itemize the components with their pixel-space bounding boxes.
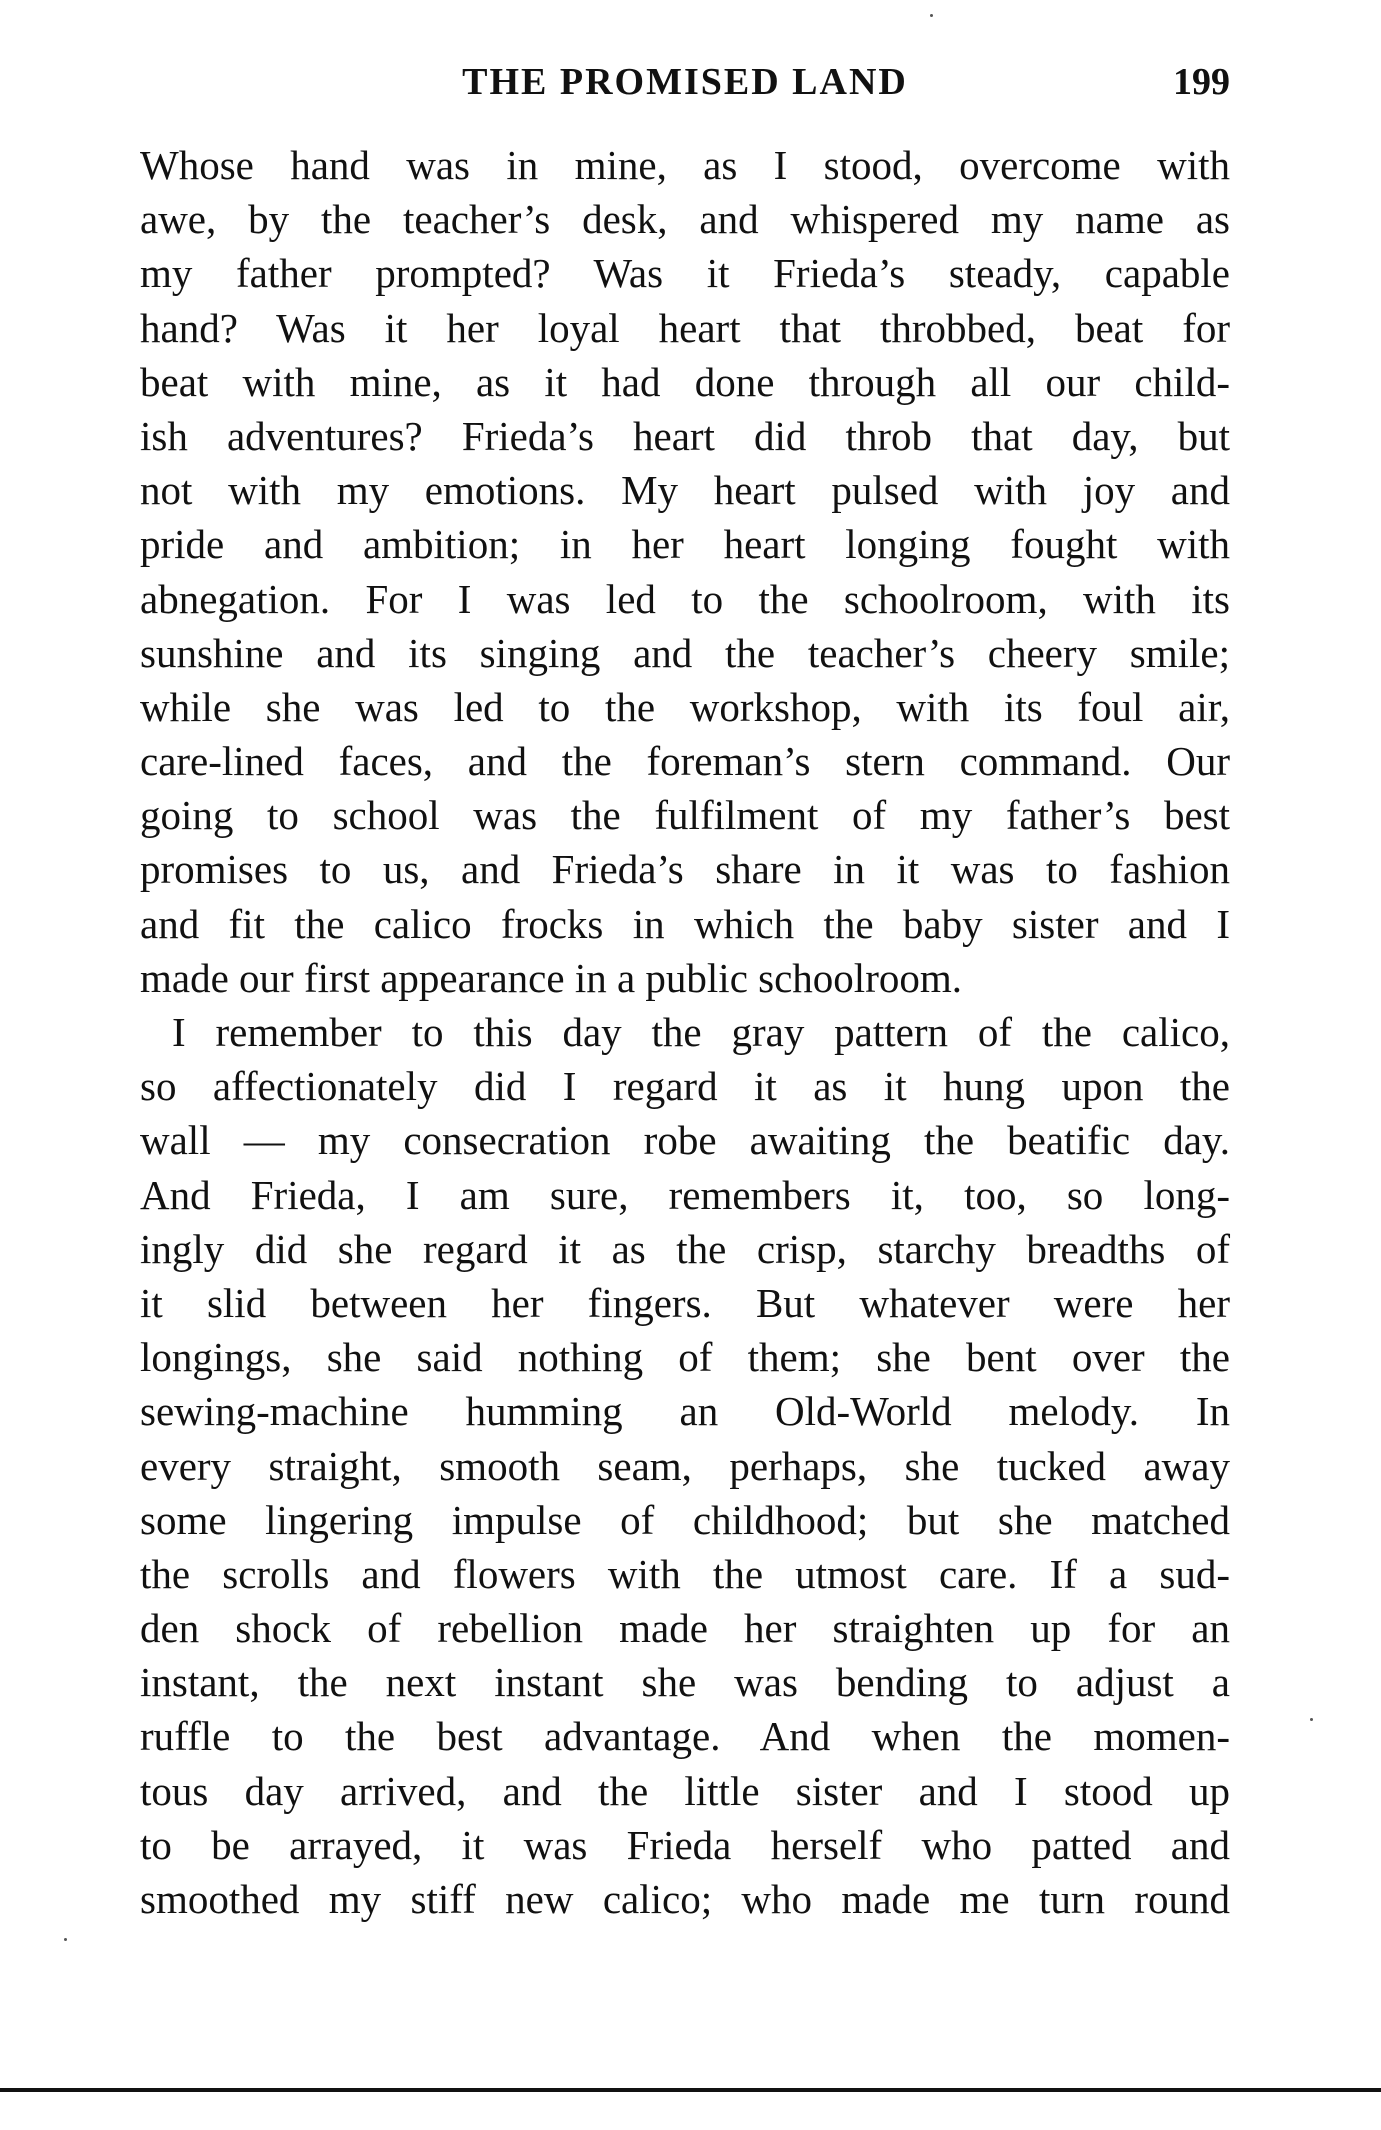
text-line: tous day arrived, and the little sister and I stood up xyxy=(140,1767,1230,1814)
text-line: And Frieda, I am sure, remembers it, too, so long- xyxy=(140,1171,1230,1218)
text-line: made our first appearance in a public schoolroom. xyxy=(140,954,962,1001)
text-line: and fit the calico frocks in which the baby sister and I xyxy=(140,900,1230,947)
text-line: promises to us, and Frieda’s share in it was to fashion xyxy=(140,846,1230,893)
bottom-edge-rule xyxy=(0,2088,1381,2092)
text-line: abnegation. For I was led to the schoolroom, with its xyxy=(140,575,1230,622)
text-line: den shock of rebellion made her straighten up for an xyxy=(140,1605,1230,1652)
text-line: smoothed my stiff new calico; who made me turn round xyxy=(140,1876,1230,1922)
page-number: 199 xyxy=(1173,61,1230,103)
scan-speck xyxy=(64,1938,67,1941)
text-line: ruffle to the best advantage. And when the momen- xyxy=(140,1713,1230,1760)
text-line: awe, by the teacher’s desk, and whispered my name as xyxy=(140,196,1230,243)
paragraph-1 xyxy=(140,138,1230,1005)
text-line: my father prompted? Was it Frieda’s steady, capable xyxy=(140,250,1230,297)
text-line: it slid between her fingers. But whatever were her xyxy=(140,1279,1230,1326)
text-line: while she was led to the workshop, with its foul air, xyxy=(140,683,1230,730)
text-line: sunshine and its singing and the teacher’s cheery smile; xyxy=(140,629,1230,676)
text-line: wall — my consecration robe awaiting the beatific day. xyxy=(140,1117,1230,1164)
text-line: longings, she said nothing of them; she bent over the xyxy=(140,1334,1230,1381)
text-line: ish adventures? Frieda’s heart did throb that day, but xyxy=(140,412,1230,459)
scan-speck xyxy=(1310,1718,1313,1721)
text-line: not with my emotions. My heart pulsed with joy and xyxy=(140,467,1230,514)
text-line: hand? Was it her loyal heart that throbbed, beat for xyxy=(140,304,1230,351)
text-line: so affectionately did I regard it as it hung upon the xyxy=(140,1063,1230,1110)
scan-speck xyxy=(930,14,933,17)
text-line: pride and ambition; in her heart longing fought with xyxy=(140,521,1230,568)
text-line: ingly did she regard it as the crisp, starchy breadths of xyxy=(140,1225,1230,1272)
text-line: care-lined faces, and the foreman’s stern command. Our xyxy=(140,738,1230,785)
text-line: beat with mine, as it had done through all our child- xyxy=(140,358,1230,405)
text-line: to be arrayed, it was Frieda herself who patted and xyxy=(140,1821,1230,1868)
text-line: I remember to this day the gray pattern of the calico, xyxy=(172,1009,1230,1055)
text-line: Whose hand was in mine, as I stood, overcome with xyxy=(140,142,1230,188)
running-title: THE PROMISED LAND xyxy=(462,61,908,103)
body-text xyxy=(140,138,1230,1926)
page-header xyxy=(140,52,1230,112)
text-line: the scrolls and flowers with the utmost care. If a sud- xyxy=(140,1550,1230,1597)
text-line: going to school was the fulfilment of my father’s best xyxy=(140,792,1230,839)
text-line: some lingering impulse of childhood; but she matched xyxy=(140,1496,1230,1543)
paragraph-2 xyxy=(140,1005,1230,1926)
text-line: instant, the next instant she was bending to adjust a xyxy=(140,1659,1230,1706)
text-line: every straight, smooth seam, perhaps, she tucked away xyxy=(140,1442,1230,1489)
text-line: sewing-machine humming an Old-World melody. In xyxy=(140,1388,1230,1435)
